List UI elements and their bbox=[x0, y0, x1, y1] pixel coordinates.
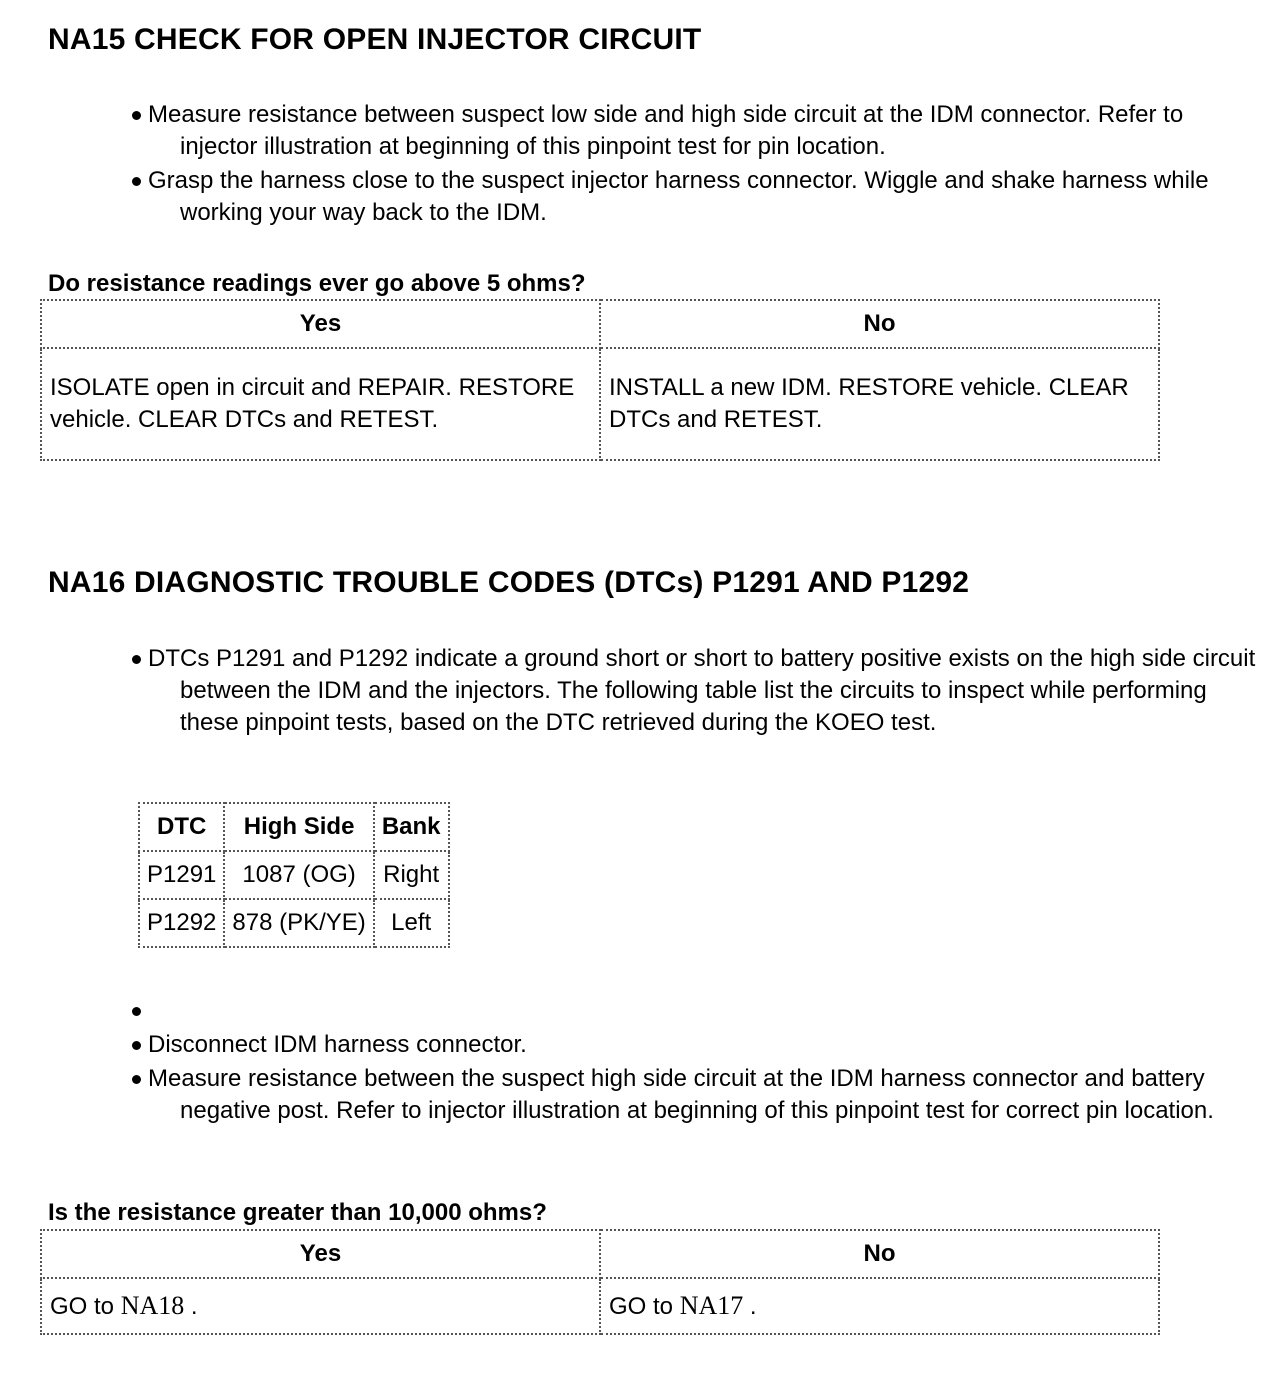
bank-cell: Right bbox=[374, 851, 449, 899]
bullet-icon bbox=[132, 1041, 141, 1050]
list-item bbox=[130, 1029, 1260, 1061]
list-item bbox=[130, 995, 1260, 1027]
high-side-header: High Side bbox=[224, 803, 373, 851]
na15-bullet-list bbox=[130, 99, 1260, 231]
table-row bbox=[139, 803, 449, 851]
bank-cell: Left bbox=[374, 899, 449, 947]
bullet-icon bbox=[132, 111, 141, 120]
table-row bbox=[41, 1230, 1159, 1278]
no-action: GO to NA17 . bbox=[600, 1278, 1159, 1334]
bullet-icon bbox=[132, 1075, 141, 1084]
dtc-header: DTC bbox=[139, 803, 224, 851]
bullet-text: DTCs P1291 and P1292 indicate a ground short or short to battery positive exists on the high side circuit between the IDM and the injectors. The following table list the circuits to inspect while performing these pinpoint tests, based on the DTC retrieved during the KOEO test. bbox=[148, 645, 1256, 736]
dtc-cell: P1291 bbox=[139, 851, 224, 899]
bullet-icon bbox=[132, 1007, 141, 1016]
decision-table-na16 bbox=[40, 1229, 1160, 1335]
dtc-table bbox=[138, 802, 450, 948]
list-item bbox=[130, 165, 1260, 229]
table-row bbox=[41, 300, 1159, 348]
high-side-cell: 878 (PK/YE) bbox=[224, 899, 373, 947]
bullet-icon bbox=[132, 177, 141, 186]
list-item bbox=[130, 643, 1260, 739]
section-title-na15: NA15 CHECK FOR OPEN INJECTOR CIRCUIT bbox=[48, 23, 702, 56]
yes-action-prefix: GO to bbox=[50, 1292, 115, 1320]
dtc-cell: P1292 bbox=[139, 899, 224, 947]
na16-intro-list bbox=[130, 643, 1260, 741]
no-action: INSTALL a new IDM. RESTORE vehicle. CLEAR DTCs and RETEST. bbox=[600, 348, 1159, 460]
na16-steps-list bbox=[130, 995, 1260, 1129]
bullet-text: Measure resistance between suspect low side and high side circuit at the IDM connector. Refer to injector illustration at beginning of this pinpoint test for pin location. bbox=[148, 101, 1184, 160]
bullet-text: Measure resistance between the suspect high side circuit at the IDM harness connector and battery negative post. Refer to injector illustration at beginning of this pinpoint test for correct pin location. bbox=[148, 1065, 1214, 1124]
decision-table-na15 bbox=[40, 299, 1160, 461]
table-row bbox=[41, 1278, 1159, 1334]
no-header: No bbox=[600, 1230, 1159, 1278]
bullet-icon bbox=[132, 655, 141, 664]
high-side-cell: 1087 (OG) bbox=[224, 851, 373, 899]
link-na18[interactable]: NA18 bbox=[120, 1290, 185, 1320]
yes-header: Yes bbox=[41, 1230, 600, 1278]
bullet-text: Disconnect IDM harness connector. bbox=[148, 1031, 527, 1058]
yes-action: GO to NA18 . bbox=[41, 1278, 600, 1334]
table-row bbox=[139, 899, 449, 947]
yes-action: ISOLATE open in circuit and REPAIR. RESTORE vehicle. CLEAR DTCs and RETEST. bbox=[41, 348, 600, 460]
list-item bbox=[130, 1063, 1260, 1127]
no-action-prefix: GO to bbox=[609, 1292, 674, 1320]
yes-header: Yes bbox=[41, 300, 600, 348]
section-title-na16: NA16 DIAGNOSTIC TROUBLE CODES (DTCs) P1291 AND P1292 bbox=[48, 566, 970, 599]
table-row bbox=[139, 851, 449, 899]
question-na16: Is the resistance greater than 10,000 ohms? bbox=[48, 1199, 547, 1226]
table-row bbox=[41, 348, 1159, 460]
no-header: No bbox=[600, 300, 1159, 348]
list-item bbox=[130, 99, 1260, 163]
question-na15: Do resistance readings ever go above 5 ohms? bbox=[48, 270, 586, 297]
bank-header: Bank bbox=[374, 803, 449, 851]
link-na17[interactable]: NA17 bbox=[679, 1290, 744, 1320]
bullet-text: Grasp the harness close to the suspect injector harness connector. Wiggle and shake harness while working your way back to the IDM. bbox=[148, 167, 1209, 226]
